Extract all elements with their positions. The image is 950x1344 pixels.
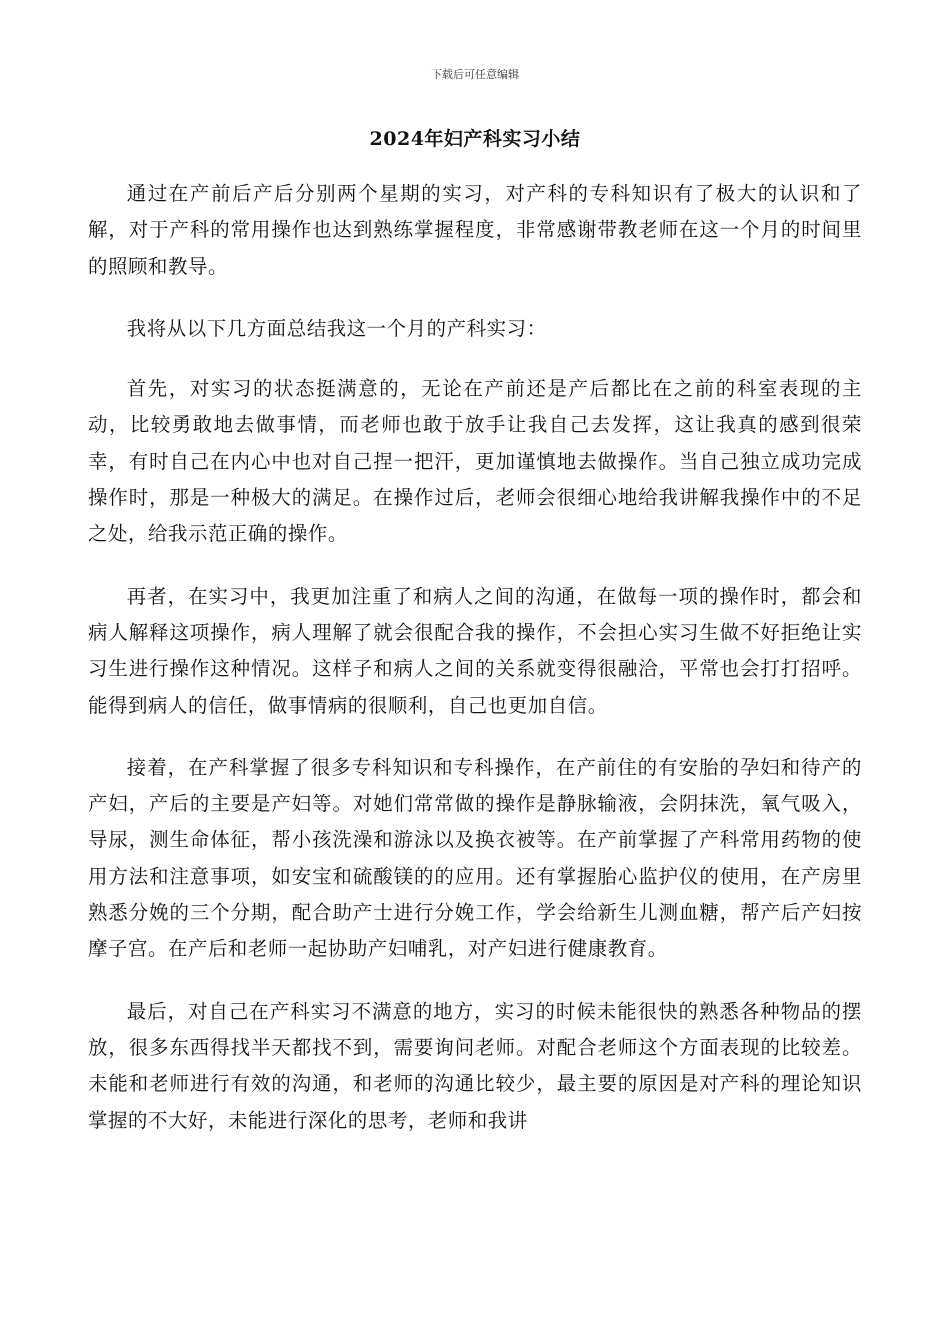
paragraph-first: 首先，对实习的状态挺满意的，无论在产前还是产后都比在之前的科室表现的主动，比较勇敢地去做事情，而老师也敢于放手让我自己去发挥，这让我真的感到很荣幸，有时自己在内心中也对自己捏一把汗，更加谨慎地去做操作。当自己独立成功完成操作时，那是一种极大的满足。在操作过后，老师会很细心地给我讲解我操作中的不足之处，给我示范正确的操作。 bbox=[88, 377, 862, 546]
document-body bbox=[88, 176, 862, 1165]
document-title: 2024年妇产科实习小结 bbox=[369, 128, 581, 150]
header-note: 下载后可任意编辑 bbox=[431, 68, 519, 81]
paragraph-second: 再者，在实习中，我更加注重了和病人之间的沟通，在做每一项的操作时，都会和病人解释这项操作，病人理解了就会很配合我的操作，不会担心实习生做不好拒绝让实习生进行操作这种情况。这样子和病人之间的关系就变得很融洽，平常也会打打招呼。能得到病人的信任，做事情病的很顺利，自己也更加自信。 bbox=[88, 584, 862, 717]
paragraph-outline: 我将从以下几方面总结我这一个月的产科实习： bbox=[126, 316, 547, 340]
paragraph-intro: 通过在产前后产后分别两个星期的实习，对产科的专科知识有了极大的认识和了解，对于产科的常用操作也达到熟练掌握程度，非常感谢带教老师在这一个月的时间里的照顾和教导。 bbox=[88, 182, 862, 278]
paragraph-third: 接着，在产科掌握了很多专科知识和专科操作，在产前住的有安胎的孕妇和待产的产妇，产后的主要是产妇等。对她们常常做的操作是静脉输液，会阴抹洗，氧气吸入，导尿，测生命体征，帮小孩洗澡和游泳以及换衣被等。在产前掌握了产科常用药物的使用方法和注意事项，如安宝和硫酸镁的的应用。还有掌握胎心监护仪的使用，在产房里熟悉分娩的三个分期，配合助产士进行分娩工作，学会给新生儿测血糖，帮产后产妇按摩子宫。在产后和老师一起协助产妇哺乳，对产妇进行健康教育。 bbox=[88, 755, 862, 961]
paragraph-last: 最后，对自己在产科实习不满意的地方，实习的时候未能很快的熟悉各种物品的摆放，很多东西得找半天都找不到，需要询问老师。对配合老师这个方面表现的比较差。未能和老师进行有效的沟通，和老师的沟通比较少，最主要的原因是对产科的理论知识掌握的不大好，未能进行深化的思考，老师和我讲 bbox=[88, 999, 862, 1132]
